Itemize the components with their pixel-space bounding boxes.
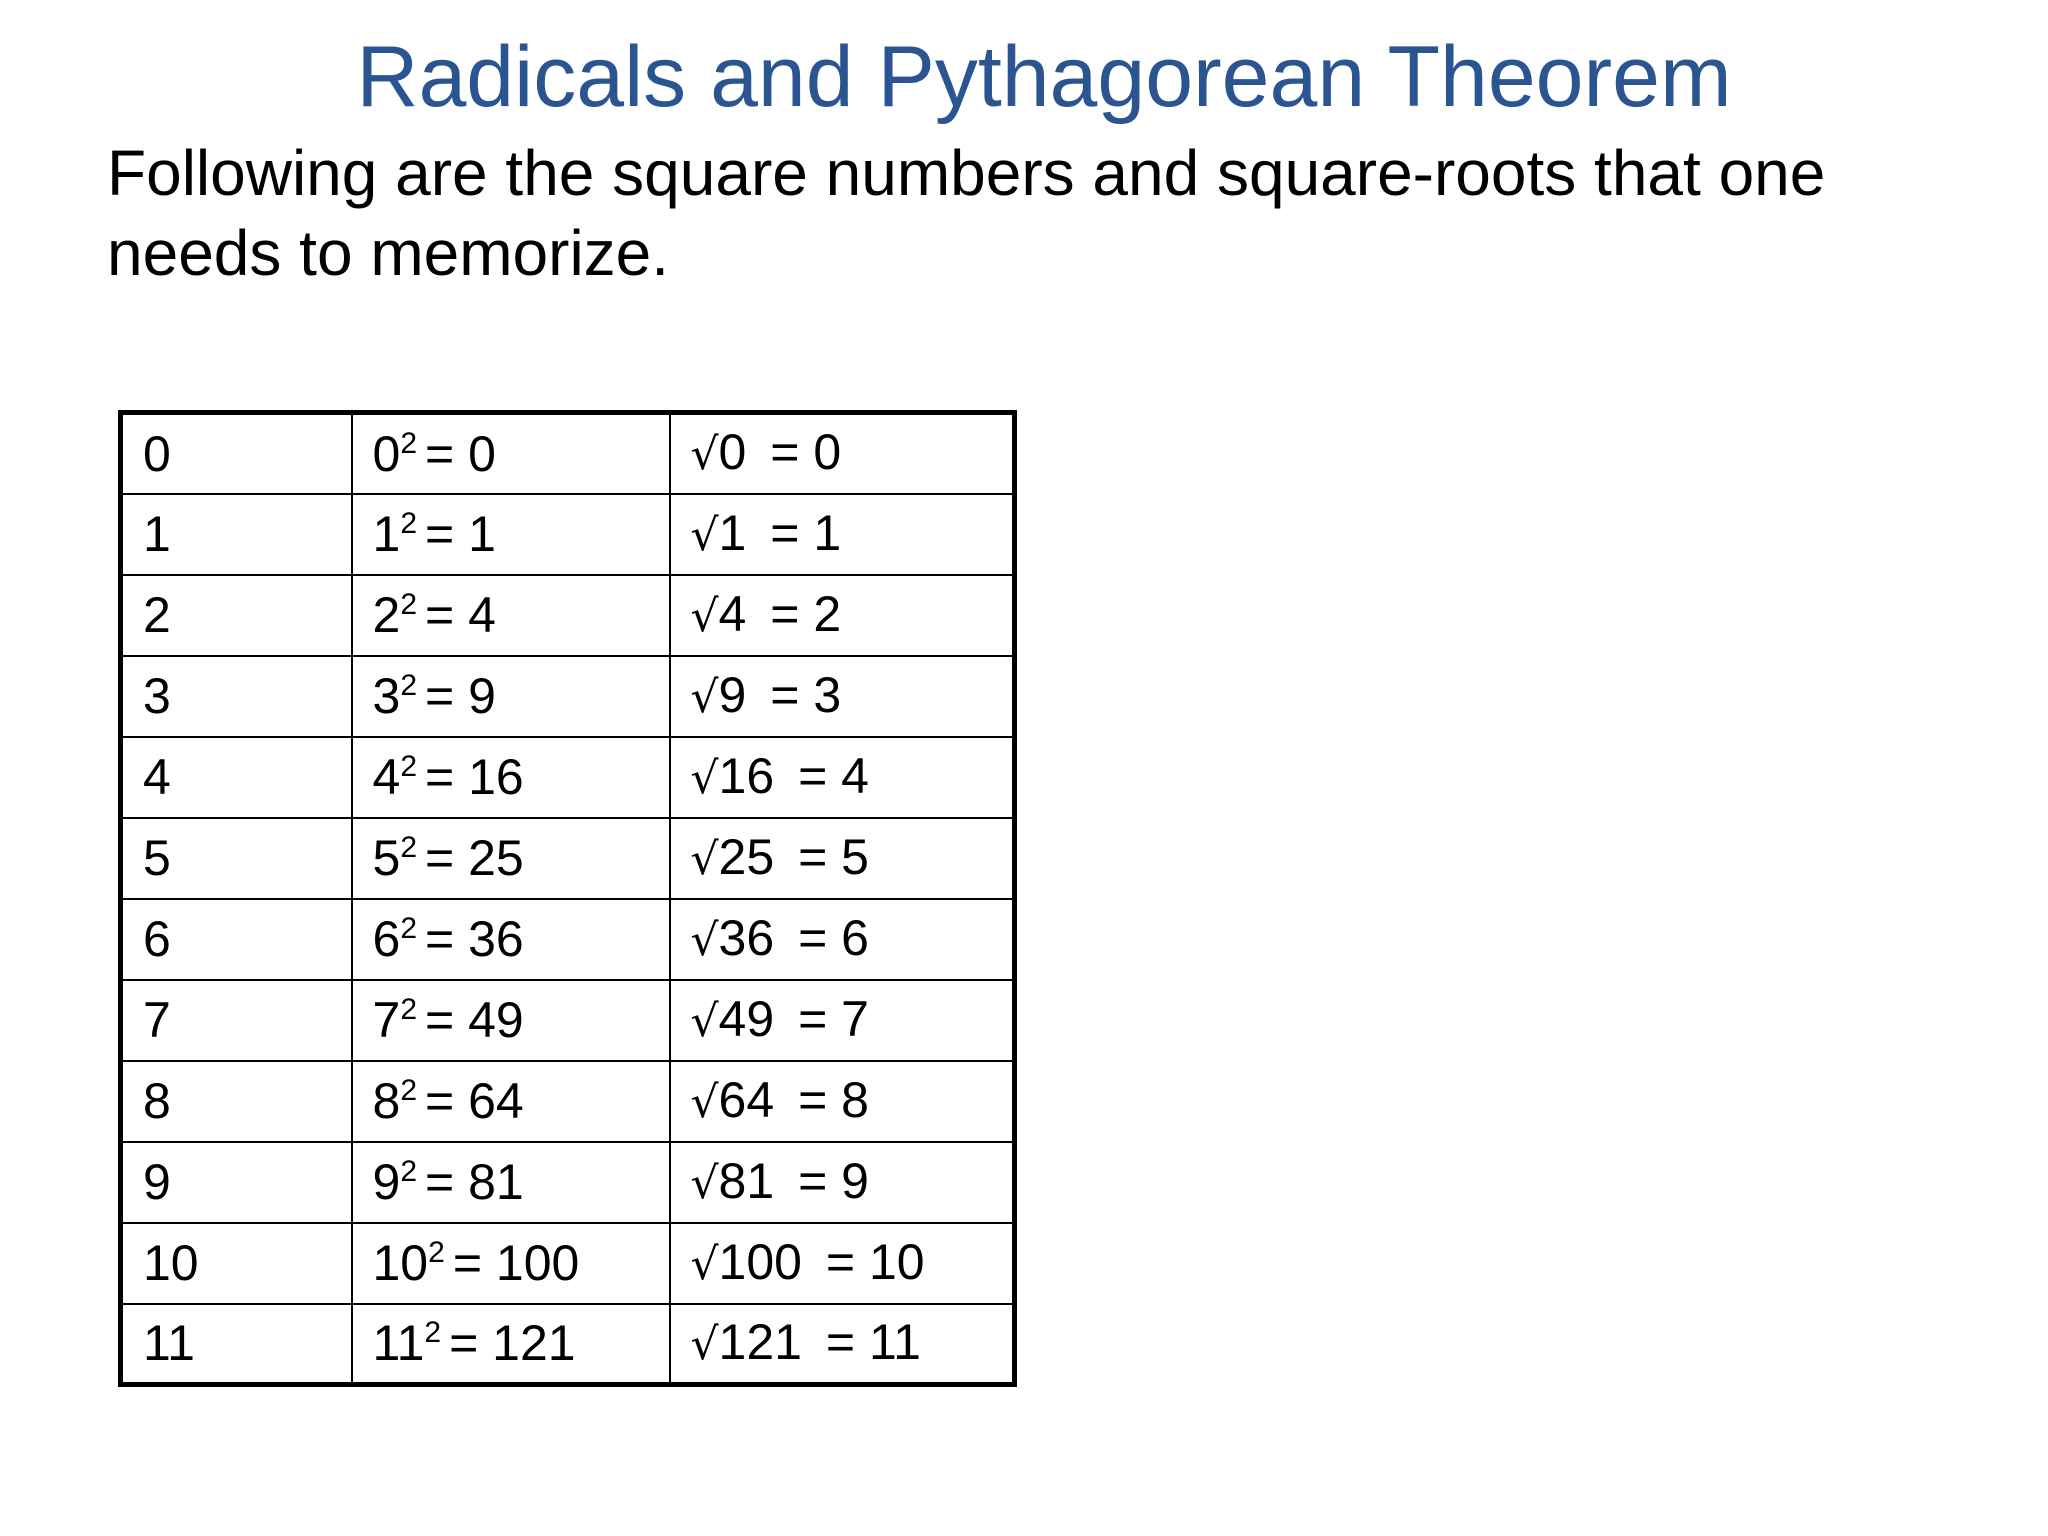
radical-sign: √ xyxy=(690,429,719,481)
number-cell: 4 xyxy=(121,737,352,818)
number-cell: 9 xyxy=(121,1142,352,1223)
table-row xyxy=(121,1061,1015,1142)
square-cell xyxy=(352,818,670,899)
root-value: = 10 xyxy=(811,1233,925,1290)
radicand: 36 xyxy=(718,909,775,966)
table-row xyxy=(121,818,1015,899)
root-cell xyxy=(670,1061,1015,1142)
root-cell xyxy=(670,1304,1015,1385)
square-base: 6 xyxy=(372,911,401,967)
square-exponent: 2 xyxy=(400,912,417,945)
root-cell xyxy=(670,494,1015,575)
table-row xyxy=(121,413,1015,494)
slide-title: Radicals and Pythagorean Theorem xyxy=(356,29,1732,125)
square-cell xyxy=(352,980,670,1061)
radical-sign: √ xyxy=(690,914,719,966)
radical-sign: √ xyxy=(690,833,719,885)
root-value: = 5 xyxy=(784,828,869,885)
radical-sign: √ xyxy=(690,995,719,1047)
number-cell: 8 xyxy=(121,1061,352,1142)
root-value: = 3 xyxy=(756,666,842,723)
square-cell xyxy=(352,1061,670,1142)
table-row xyxy=(121,980,1015,1061)
radicand: 81 xyxy=(718,1152,775,1209)
square-value: = 64 xyxy=(425,1073,524,1129)
square-exponent: 2 xyxy=(400,1155,417,1188)
root-value: = 6 xyxy=(784,909,869,966)
square-exponent: 2 xyxy=(428,1236,445,1269)
root-cell xyxy=(670,656,1015,737)
root-cell xyxy=(670,413,1015,494)
square-value: = 4 xyxy=(425,587,496,643)
radical-sign: √ xyxy=(690,1318,719,1370)
radical-sign: √ xyxy=(690,1076,719,1128)
radicand: 121 xyxy=(718,1313,802,1370)
root-value: = 1 xyxy=(756,504,842,561)
number-cell: 2 xyxy=(121,575,352,656)
square-value: = 36 xyxy=(425,911,524,967)
root-value: = 11 xyxy=(811,1313,921,1370)
radicand: 16 xyxy=(718,747,775,804)
root-cell xyxy=(670,575,1015,656)
square-base: 2 xyxy=(372,587,401,643)
square-value: = 121 xyxy=(449,1315,576,1372)
table-row xyxy=(121,656,1015,737)
square-base: 5 xyxy=(372,830,401,886)
table-row xyxy=(121,1304,1015,1385)
square-cell xyxy=(352,656,670,737)
square-value: = 49 xyxy=(425,992,524,1048)
radical-sign: √ xyxy=(690,671,719,723)
square-base: 3 xyxy=(372,668,401,724)
root-cell xyxy=(670,1142,1015,1223)
root-cell xyxy=(670,818,1015,899)
radicand: 25 xyxy=(718,828,775,885)
square-cell xyxy=(352,899,670,980)
number-cell: 3 xyxy=(121,656,352,737)
radicand: 0 xyxy=(718,424,747,481)
square-cell xyxy=(352,737,670,818)
root-cell xyxy=(670,899,1015,980)
square-value: = 16 xyxy=(425,749,524,805)
radicand: 1 xyxy=(718,504,747,561)
square-value: = 81 xyxy=(425,1154,524,1210)
square-cell xyxy=(352,1223,670,1304)
squares-table-body xyxy=(121,413,1015,1385)
radicand: 49 xyxy=(718,990,775,1047)
radical-sign: √ xyxy=(690,752,719,804)
square-exponent: 2 xyxy=(400,1074,417,1107)
root-value: = 8 xyxy=(784,1071,869,1128)
square-exponent: 2 xyxy=(400,669,417,702)
table-row xyxy=(121,494,1015,575)
radical-sign: √ xyxy=(690,1157,719,1209)
root-value: = 4 xyxy=(784,747,869,804)
root-cell xyxy=(670,737,1015,818)
square-cell xyxy=(352,575,670,656)
number-cell: 10 xyxy=(121,1223,352,1304)
root-value: = 9 xyxy=(784,1152,869,1209)
slide-body-text: Following are the square numbers and square-roots that one needs to memorize. xyxy=(107,137,1826,289)
number-cell: 7 xyxy=(121,980,352,1061)
radical-sign: √ xyxy=(690,1238,719,1290)
root-value: = 7 xyxy=(784,990,869,1047)
root-value: = 2 xyxy=(756,585,842,642)
square-value: = 9 xyxy=(425,668,496,724)
table-row xyxy=(121,737,1015,818)
radicand: 9 xyxy=(718,666,747,723)
square-exponent: 2 xyxy=(400,507,417,540)
square-value: = 1 xyxy=(425,506,496,562)
square-base: 0 xyxy=(372,425,401,482)
square-exponent: 2 xyxy=(400,426,417,460)
square-value: = 100 xyxy=(452,1235,580,1291)
root-value: = 0 xyxy=(756,424,842,481)
square-cell xyxy=(352,494,670,575)
root-cell xyxy=(670,980,1015,1061)
square-base: 10 xyxy=(372,1235,429,1291)
root-cell xyxy=(670,1223,1015,1304)
square-exponent: 2 xyxy=(400,831,417,864)
square-base: 9 xyxy=(372,1154,401,1210)
square-base: 7 xyxy=(372,992,401,1048)
number-cell: 1 xyxy=(121,494,352,575)
radicand: 64 xyxy=(718,1071,775,1128)
square-value: = 25 xyxy=(425,830,524,886)
square-exponent: 2 xyxy=(424,1316,442,1350)
number-cell: 11 xyxy=(121,1304,352,1385)
square-cell xyxy=(352,1304,670,1385)
number-cell: 5 xyxy=(121,818,352,899)
table-row xyxy=(121,1223,1015,1304)
table-row xyxy=(121,575,1015,656)
table-row xyxy=(121,1142,1015,1223)
square-exponent: 2 xyxy=(400,750,417,783)
number-cell: 6 xyxy=(121,899,352,980)
square-value: = 0 xyxy=(425,425,496,482)
radical-sign: √ xyxy=(690,590,719,642)
number-cell: 0 xyxy=(121,413,352,494)
square-exponent: 2 xyxy=(400,993,417,1026)
squares-table xyxy=(118,410,1017,1387)
square-exponent: 2 xyxy=(400,588,417,621)
radicand: 100 xyxy=(718,1233,802,1290)
square-base: 4 xyxy=(372,749,401,805)
square-cell xyxy=(352,413,670,494)
square-base: 11 xyxy=(372,1315,425,1372)
table-row xyxy=(121,899,1015,980)
square-base: 1 xyxy=(372,506,401,562)
radicand: 4 xyxy=(718,585,747,642)
square-base: 8 xyxy=(372,1073,401,1129)
radical-sign: √ xyxy=(690,509,719,561)
square-cell xyxy=(352,1142,670,1223)
